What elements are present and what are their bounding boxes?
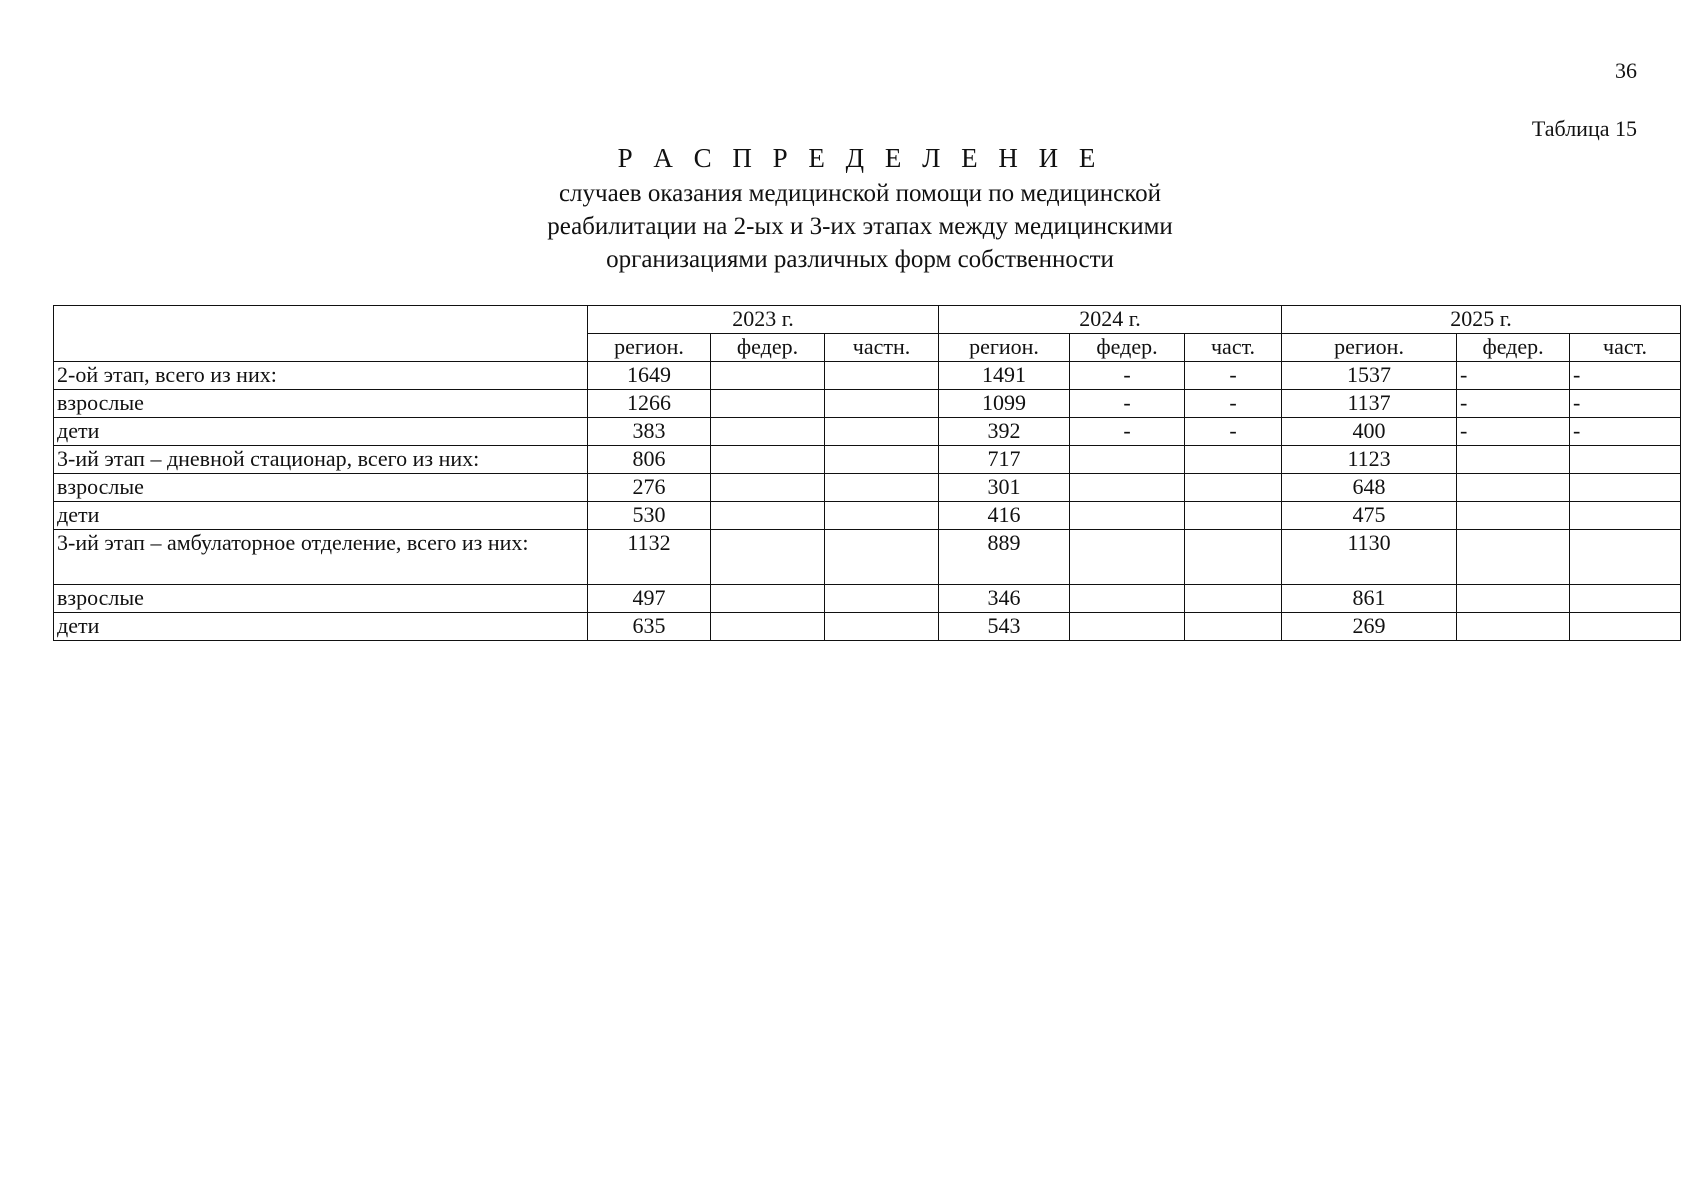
subtitle-line-2: реабилитации на 2-ых и 3-их этапах между медицинскими xyxy=(547,213,1173,240)
table-cell xyxy=(1185,585,1282,613)
table-cell xyxy=(711,418,825,446)
row-label: взрослые xyxy=(54,585,588,613)
table-cell: 1123 xyxy=(1282,446,1457,474)
table-row xyxy=(54,362,1681,390)
year-header-2023: 2023 г. xyxy=(588,306,939,334)
distribution-table xyxy=(53,305,1681,641)
row-label: дети xyxy=(54,613,588,641)
header-empty-cell xyxy=(54,306,588,362)
table-cell xyxy=(1457,530,1570,585)
table-cell: - xyxy=(1070,362,1185,390)
table-cell xyxy=(1070,502,1185,530)
table-cell: 346 xyxy=(939,585,1070,613)
table-cell: 861 xyxy=(1282,585,1457,613)
table-row xyxy=(54,446,1681,474)
table-cell: - xyxy=(1185,418,1282,446)
ownership-header: регион. xyxy=(939,334,1070,362)
table-cell xyxy=(825,502,939,530)
table-cell: 1649 xyxy=(588,362,711,390)
table-cell: 889 xyxy=(939,530,1070,585)
table-cell: - xyxy=(1185,362,1282,390)
ownership-header: федер. xyxy=(711,334,825,362)
table-cell xyxy=(825,613,939,641)
table-cell: 530 xyxy=(588,502,711,530)
table-cell xyxy=(711,474,825,502)
ownership-header: регион. xyxy=(1282,334,1457,362)
table-cell: 1491 xyxy=(939,362,1070,390)
table-cell: 717 xyxy=(939,446,1070,474)
table-row xyxy=(54,585,1681,613)
table-cell xyxy=(1570,502,1681,530)
table-header xyxy=(54,306,1681,362)
table-row xyxy=(54,474,1681,502)
table-cell xyxy=(1457,585,1570,613)
table-cell xyxy=(711,502,825,530)
table-cell xyxy=(825,474,939,502)
table-cell xyxy=(1185,446,1282,474)
table-cell xyxy=(1070,446,1185,474)
table-cell: 416 xyxy=(939,502,1070,530)
table-cell xyxy=(1185,502,1282,530)
table-cell: - xyxy=(1570,390,1681,418)
row-label: 3-ий этап – амбулаторное отделение, всего из них: xyxy=(54,530,588,585)
table-cell: 301 xyxy=(939,474,1070,502)
table-cell xyxy=(825,390,939,418)
table-cell: 400 xyxy=(1282,418,1457,446)
table-cell xyxy=(1185,474,1282,502)
table-cell: 1130 xyxy=(1282,530,1457,585)
table-cell: - xyxy=(1070,390,1185,418)
table-cell xyxy=(1185,530,1282,585)
ownership-header: регион. xyxy=(588,334,711,362)
table-cell: - xyxy=(1457,362,1570,390)
ownership-header: част. xyxy=(1185,334,1282,362)
table-cell xyxy=(711,390,825,418)
table-cell: 383 xyxy=(588,418,711,446)
table-cell: - xyxy=(1457,418,1570,446)
table-row xyxy=(54,418,1681,446)
row-label: 2-ой этап, всего из них: xyxy=(54,362,588,390)
table-cell xyxy=(1457,474,1570,502)
row-label: взрослые xyxy=(54,390,588,418)
title-block xyxy=(300,143,1420,276)
table-cell: - xyxy=(1070,418,1185,446)
table-cell xyxy=(711,585,825,613)
table-cell xyxy=(1457,446,1570,474)
ownership-header: част. xyxy=(1570,334,1681,362)
table-cell: 635 xyxy=(588,613,711,641)
table-cell: 1137 xyxy=(1282,390,1457,418)
table-cell xyxy=(1070,530,1185,585)
table-cell: - xyxy=(1570,362,1681,390)
ownership-header: федер. xyxy=(1457,334,1570,362)
table-cell: 392 xyxy=(939,418,1070,446)
row-label: взрослые xyxy=(54,474,588,502)
table-cell xyxy=(825,362,939,390)
table-cell xyxy=(1570,585,1681,613)
table-cell xyxy=(711,446,825,474)
table-cell xyxy=(825,530,939,585)
document-title: Р А С П Р Е Д Е Л Е Н И Е xyxy=(617,143,1103,173)
table-cell: 1537 xyxy=(1282,362,1457,390)
table-body xyxy=(54,362,1681,641)
subtitle-line-1: случаев оказания медицинской помощи по медицинской xyxy=(558,180,1162,207)
table-cell: 497 xyxy=(588,585,711,613)
row-label: дети xyxy=(54,418,588,446)
table-cell xyxy=(1570,613,1681,641)
table-cell xyxy=(711,362,825,390)
table-cell: 1099 xyxy=(939,390,1070,418)
ownership-header: частн. xyxy=(825,334,939,362)
table-cell xyxy=(825,585,939,613)
table-cell: - xyxy=(1457,390,1570,418)
table-cell xyxy=(711,530,825,585)
table-cell xyxy=(825,446,939,474)
table-cell xyxy=(1070,585,1185,613)
table-cell xyxy=(1070,474,1185,502)
table-cell xyxy=(711,613,825,641)
table-cell: 269 xyxy=(1282,613,1457,641)
year-header-2024: 2024 г. xyxy=(939,306,1282,334)
row-label: дети xyxy=(54,502,588,530)
table-cell: 276 xyxy=(588,474,711,502)
row-label: 3-ий этап – дневной стационар, всего из них: xyxy=(54,446,588,474)
table-cell: - xyxy=(1570,418,1681,446)
table-cell: 806 xyxy=(588,446,711,474)
table-cell xyxy=(1570,530,1681,585)
table-cell: 648 xyxy=(1282,474,1457,502)
table-cell xyxy=(1457,502,1570,530)
table-cell xyxy=(825,418,939,446)
table-cell xyxy=(1185,613,1282,641)
table-cell xyxy=(1070,613,1185,641)
year-header-2025: 2025 г. xyxy=(1282,306,1681,334)
table-cell: 1132 xyxy=(588,530,711,585)
table-row xyxy=(54,502,1681,530)
table-cell xyxy=(1570,446,1681,474)
page-number: 36 xyxy=(1615,58,1637,83)
table-row xyxy=(54,530,1681,585)
table-label: Таблица 15 xyxy=(1531,116,1637,141)
table-cell xyxy=(1570,474,1681,502)
header-row-years xyxy=(54,306,1681,334)
table-cell: - xyxy=(1185,390,1282,418)
ownership-header: федер. xyxy=(1070,334,1185,362)
table-row xyxy=(54,613,1681,641)
subtitle-line-3: организациями различных форм собственности xyxy=(606,246,1114,273)
table-cell: 1266 xyxy=(588,390,711,418)
table-cell: 475 xyxy=(1282,502,1457,530)
table-cell xyxy=(1457,613,1570,641)
table-cell: 543 xyxy=(939,613,1070,641)
table-row xyxy=(54,390,1681,418)
